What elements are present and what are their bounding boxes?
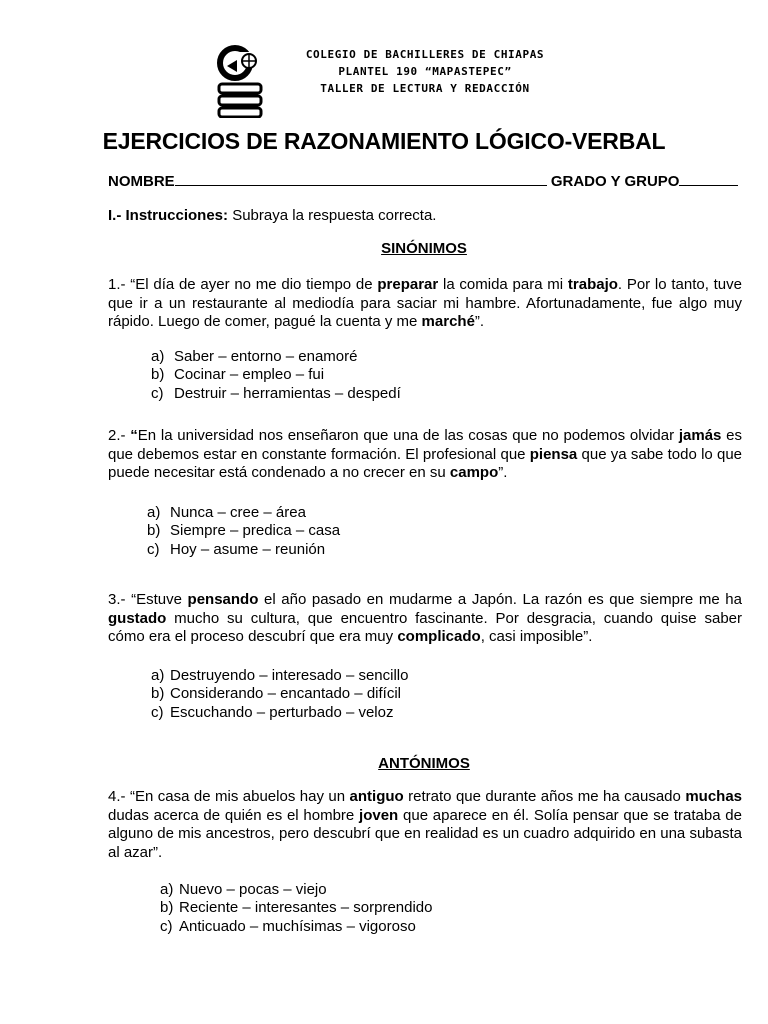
option-a[interactable]: a) Nuevo – pocas – viejo (160, 881, 327, 898)
question-text-run: dudas acerca de quién es el hombre (108, 806, 360, 824)
question-text-run: que aparece en él. Solía pensar que se trataba de alguno de mis ancestros, pero descubrí que en realidad es un cuadro adquirido en una subasta al azar”. (108, 806, 742, 861)
campus-name: PLANTEL 190 “MAPASTEPEC” (338, 65, 512, 78)
instructions (108, 207, 436, 224)
question-text-run: 2.- (108, 427, 131, 444)
name-field-line[interactable] (175, 173, 547, 186)
student-info-row (108, 173, 743, 190)
highlighted-word: muchas (685, 788, 743, 805)
options-list (160, 881, 433, 936)
option-a[interactable]: a) Saber – entorno – enamoré (151, 348, 358, 365)
option-b[interactable]: b) Reciente – interesantes – sorprendido (160, 899, 433, 917)
instructions-label: I.- Instrucciones: (108, 207, 229, 224)
highlighted-word: campo (449, 464, 499, 481)
grade-group-field-line[interactable] (679, 173, 738, 186)
section-heading-antonyms: ANTÓNIMOS (378, 755, 470, 772)
question-text (108, 591, 742, 647)
grade-group-label: GRADO Y GRUPO (550, 173, 680, 190)
question-text-run: , casi imposible”. (480, 628, 593, 645)
instructions-text: Subraya la respuesta correcta. (228, 207, 437, 224)
question-text-run: ”. (498, 464, 508, 481)
question-text-run: mucho su cultura, que encuentro fascinante. Por desgracia, cuando quise saber cómo era el proceso descubrí que era muy (108, 609, 742, 645)
highlighted-word: joven (359, 806, 399, 824)
question-text-run: que ya sabe todo lo que puede necesitar está condenado a no crecer en su (108, 445, 743, 481)
question-text-run: En la universidad nos enseñaron que una de las cosas que no podemos olvidar (137, 427, 679, 444)
highlighted-word: complicado (397, 628, 481, 645)
highlighted-word: gustado (108, 609, 167, 627)
option-c[interactable]: c) Escuchando – perturbado – veloz (151, 703, 394, 721)
highlighted-word: pensando (187, 591, 259, 608)
question-text-run: la comida para mi (438, 276, 568, 293)
name-label: NOMBRE (108, 173, 175, 190)
options-list (151, 667, 408, 722)
question-text-run: retrato que durante años me ha causado (403, 788, 686, 805)
highlighted-word: “ (130, 427, 138, 444)
question-text-run: 4.- “En casa de mis abuelos hay un (108, 788, 350, 805)
highlighted-word: piensa (529, 445, 578, 463)
question-text (108, 276, 742, 332)
option-a[interactable]: a) Nunca – cree – área (147, 504, 306, 521)
option-c[interactable]: c) Hoy – asume – reunión (147, 540, 326, 558)
highlighted-word: trabajo (567, 276, 618, 293)
option-c[interactable]: c) Anticuado – muchísimas – vigoroso (160, 917, 416, 935)
option-b[interactable]: b) Siempre – predica – casa (147, 522, 341, 540)
course-name: TALLER DE LECTURA Y REDACCIÓN (320, 82, 530, 95)
highlighted-word: marché (421, 313, 475, 330)
question-text-run: 1.- “El día de ayer no me dio tiempo de (108, 276, 378, 293)
school-header (280, 46, 570, 97)
highlighted-word: preparar (377, 276, 439, 293)
question-text-run: ”. (474, 313, 485, 330)
school-crest-icon (213, 44, 265, 118)
option-a[interactable]: a) Destruyendo – interesado – sencillo (151, 667, 409, 684)
question-text-run: . Por lo tanto, tuve que ir a un restaurante al mediodía para saciar mi hambre. Afortunadamente, fue algo muy rápido. Luego de comer, pagué la cuenta y me (108, 276, 742, 330)
school-name: COLEGIO DE BACHILLERES DE CHIAPAS (305, 48, 545, 61)
option-c[interactable]: c) Destruir – herramientas – despedí (151, 384, 401, 402)
question-text-run: es que debemos estar en constante formación. El profesional que (108, 427, 742, 463)
options-list (147, 504, 340, 559)
question-text (108, 427, 742, 483)
option-b[interactable]: b) Cocinar – empleo – fui (151, 366, 325, 384)
highlighted-word: jamás (678, 427, 722, 444)
option-b[interactable]: b) Considerando – encantado – difícil (151, 685, 401, 703)
page-title: EJERCICIOS DE RAZONAMIENTO LÓGICO-VERBAL (102, 128, 666, 154)
options-list (151, 348, 401, 403)
question-text (108, 788, 742, 862)
question-text-run: 3.- “Estuve (108, 591, 188, 608)
highlighted-word: antiguo (349, 788, 404, 805)
question-text-run: el año pasado en mudarme a Japón. La razón es que siempre me ha (258, 591, 742, 608)
section-heading-synonyms: SINÓNIMOS (381, 240, 467, 257)
